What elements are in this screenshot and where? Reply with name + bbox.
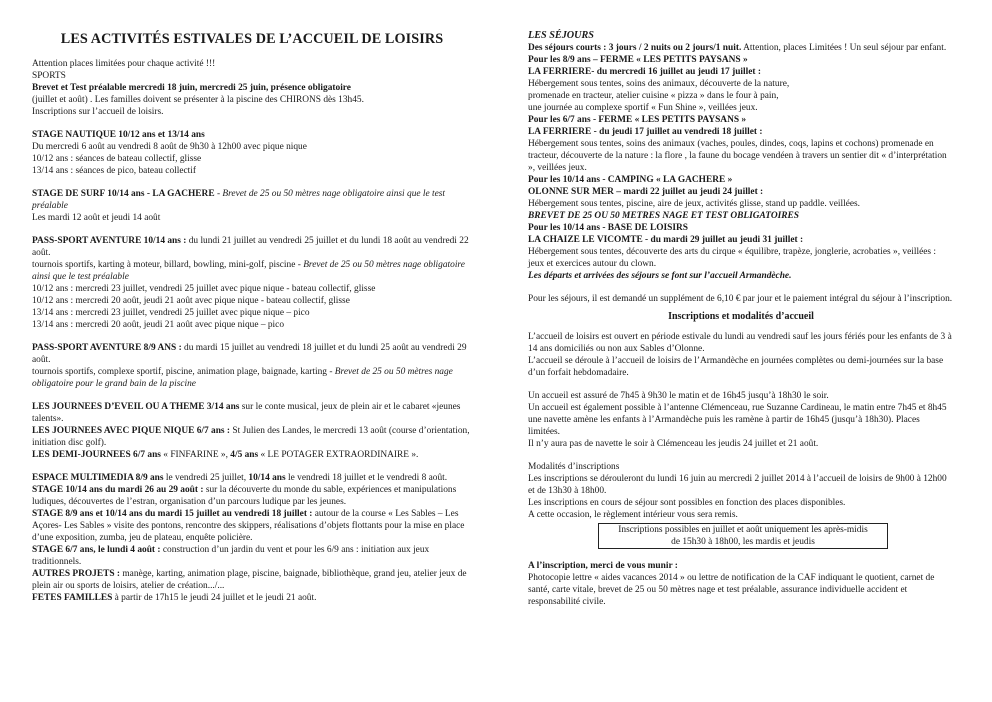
accueil-p5: Il n’y aura pas de navette le soir à Clémenceau les jeudis 24 juillet et 21 août. [528,439,819,449]
inscriptions-box [598,523,888,549]
sejour1-heading2: LA FERRIERE- du mercredi 16 juillet au jeudi 17 juillet : [528,67,761,77]
inscriptions-box-line2: de 15h30 à 18h00, les mardis et jeudis [671,537,815,547]
brevet-notice: BREVET DE 25 OU 50 METRES NAGE ET TEST OBLIGATOIRES [528,211,799,221]
left-column [32,30,472,604]
sejour3-line1: Hébergement sous tentes, piscine, aire de jeux, activités glisse, stand up paddle. veillées. [528,199,861,209]
multimedia-paragraph: ESPACE MULTIMEDIA 8/9 ans le vendredi 25 juillet, 10/14 ans le vendredi 18 juillet et le vendredi 8 août. [32,473,448,483]
sejour3-heading2: OLONNE SUR MER – mardi 22 juillet au jeudi 24 juillet : [528,187,764,197]
nautique-title: STAGE NAUTIQUE 10/12 ans et 13/14 ans [32,130,205,140]
modalites-inscriptions-reglement: A cette occasion, le règlement intérieur vous sera remis. [528,510,738,520]
sejour1-heading1: Pour les 8/9 ans – FERME « LES PETITS PAYSANS » [528,55,748,65]
departs-notice: Les départs et arrivées des séjours se font sur l’accueil Armandèche. [528,271,792,281]
modalites-inscriptions-places: Les inscriptions en cours de séjour sont possibles en fonction des places disponibles. [528,498,846,508]
autres-projets-paragraph: AUTRES PROJETS : manège, karting, animation plage, piscine, baignade, bibliothèque, grand jeu, atelier jeux de plein air ou sports de loisirs, atelier de création.../... [32,569,467,591]
right-column [528,30,954,608]
sejour2-text: Hébergement sous tentes, soins des animaux (vaches, poules, dindes, coqs, lapins et cochons) promenade en tracteur, découverte de la nature : la flore , la faune du bocage vendéen à travers un sentier dit « d’interprétation », veillées jeux. [528,139,947,173]
stage-67-paragraph: STAGE 6/7 ans, le lundi 4 août : construction d’un jardin du vent et pour les 6/9 ans : initiation aux jeux traditionnels. [32,545,430,567]
sejour4-heading2: LA CHAIZE LE VICOMTE - du mardi 29 juillet au jeudi 31 juillet : [528,235,804,245]
intro-attention: Attention places limitées pour chaque activité !!! [32,59,216,69]
intro-families: (juillet et août) . Les familles doivent se présenter à la piscine des CHIRONS dès 13h45. [32,95,364,105]
sejour2-heading1: Pour les 6/7 ans - FERME « LES PETITS PAYSANS » [528,115,747,125]
surf-paragraph: STAGE DE SURF 10/14 ans - LA GACHERE - Brevet de 25 ou 50 mètres nage obligatoire ainsi que le test préalable [32,189,446,211]
sejour2-heading2: LA FERRIERE - du jeudi 17 juillet au vendredi 18 juillet : [528,127,763,137]
sejour4-text: Hébergement sous tentes, découverte des arts du cirque « équilibre, trapèze, jonglerie, acrobaties », veillées : jeux et exercices autour du clown. [528,247,937,269]
sejour1-line2: promenade en tracteur, atelier cuisine « pizza » dans le four à pain, [528,91,779,101]
sejour1-line3: une journée au complexe sportif « Fun Shine », veillées jeux. [528,103,758,113]
sejour1-line1: Hébergement sous tentes, soins des animaux, découverte de la nature, [528,79,790,89]
inscription-munir-heading: A l’inscription, merci de vous munir : [528,561,678,571]
surf-dates: Les mardi 12 août et jeudi 14 août [32,213,161,223]
nautique-line1: Du mercredi 6 août au vendredi 8 août de 9h30 à 12h00 avec pique nique [32,142,307,152]
accueil-p4: Un accueil est également possible à l’antenne Clémenceau, rue Suzanne Cardineau, le matin entre 7h45 et 8h45 une navette amène les enfants à l’Armandèche puis les ramène à partir de 16h45 (jusqu’à 18h30). Places limitées. [528,403,947,437]
stage-1014-paragraph: STAGE 10/14 ans du mardi 26 au 29 août : sur la découverte du monde du sable, expériences et manipulations ludiques, découvertes de l’estran, organisation d’un parcours ludique par les jeunes. [32,485,457,507]
demi-journees-paragraph: LES DEMI-JOURNEES 6/7 ans « FINFARINE », 4/5 ans « LE POTAGER EXTRAORDINAIRE ». [32,450,419,460]
intro-inscriptions: Inscriptions sur l’accueil de loisirs. [32,107,164,117]
modalites-title: Inscriptions et modalités d’accueil [668,311,814,322]
inscriptions-box-line1: Inscriptions possibles en juillet et août uniquement les après-midis [618,525,868,535]
pass1014-l3: 13/14 ans : mercredi 23 juillet, vendredi 25 juillet avec pique nique – pico [32,308,310,318]
inscription-munir-text: Photocopie lettre « aides vacances 2014 » ou lettre de notification de la CAF indiquant le quotient, carnet de santé, carte vitale, brevet de 25 ou 50 mètres nage et test préalable, assurance individuelle accident et responsabilité civile. [528,573,935,607]
modalites-inscriptions-heading: Modalités d’inscriptions [528,462,620,472]
intro-sports: SPORTS [32,71,66,81]
accueil-p2: L’accueil se déroule à l’accueil de loisirs de l’Armandèche en journées complètes ou demi-journées sur la base d’un forfait hebdomadaire. [528,356,944,378]
intro-brevet [32,82,472,94]
page-title: LES ACTIVITÉS ESTIVALES DE L’ACCUEIL DE LOISIRS [60,31,444,47]
nautique-line2: 10/12 ans : séances de bateau collectif, glisse [32,154,202,164]
pass1014-l2: 10/12 ans : mercredi 20 août, jeudi 21 août avec pique nique - bateau collectif, glisse [32,296,350,306]
eveil-paragraph: LES JOURNEES D’EVEIL OU A THEME 3/14 ans sur le conte musical, jeux de plein air et le cabaret «jeunes talents». [32,402,461,424]
sejour4-heading1: Pour les 10/14 ans - BASE DE LOISIRS [528,223,689,233]
pass1014-l1: 10/12 ans : mercredi 23 juillet, vendredi 25 juillet avec pique nique - bateau collectif, glisse [32,284,376,294]
intro-brevet-bold: Brevet et Test préalable mercredi 18 juin, mercredi 25 juin, présence obligatoire [32,83,351,93]
pass89-activities: tournois sportifs, complexe sportif, piscine, animation plage, baignade, karting - Brevet de 25 ou 50 mètres nage obligatoire pour le grand bain de la piscine [32,367,453,389]
fetes-familles-paragraph: FETES FAMILLES à partir de 17h15 le jeudi 24 juillet et le jeudi 21 août. [32,593,317,603]
pass1014-activities: tournois sportifs, karting à moteur, billard, bowling, mini-golf, piscine - Brevet de 25 ou 50 mètres nage obligatoire ainsi que le test préalable [32,260,465,282]
stage-89-paragraph: STAGE 8/9 ans et 10/14 ans du mardi 15 juillet au vendredi 18 juillet : autour de la course « Les Sables – Les Açores- Les Sables » visite des pontons, rencontre des skippers, réalisations d’objets flottants pour la mise en place d’une exposition, zumba, jeu de plateau, enquête policière. [32,509,465,543]
pique-nique-paragraph: LES JOURNEES AVEC PIQUE NIQUE 6/7 ans : St Julien des Landes, le mercredi 13 août (course d’orientation, initiation disc golf). [32,426,470,448]
supplement-paragraph: Pour les séjours, il est demandé un supplément de 6,10 € par jour et le paiement intégral du séjour à l’inscription. [528,294,953,304]
sejours-courts: Des séjours courts : 3 jours / 2 nuits ou 2 jours/1 nuit. Attention, places Limitées ! Un seul séjour par enfant. [528,43,947,53]
accueil-p1: L’accueil de loisirs est ouvert en période estivale du lundi au vendredi sauf les jours fériés pour les enfants de 3 à 14 ans domiciliés ou non aux Sables d’Olonne. [528,332,952,354]
sejour3-heading1: Pour les 10/14 ans - CAMPING « LA GACHERE » [528,175,733,185]
pass89-paragraph: PASS-SPORT AVENTURE 8/9 ANS : du mardi 15 juillet au vendredi 18 juillet et du lundi 25 août au vendredi 29 août. [32,343,467,365]
nautique-line3: 13/14 ans : séances de pico, bateau collectif [32,166,196,176]
sejours-title: LES SÉJOURS [528,30,594,41]
pass1014-l4: 13/14 ans : mercredi 20 août, jeudi 21 août avec pique nique – pico [32,320,285,330]
accueil-p3: Un accueil est assuré de 7h45 à 9h30 le matin et de 16h45 jusqu’à 18h30 le soir. [528,391,829,401]
modalites-inscriptions-dates: Les inscriptions se dérouleront du lundi 16 juin au mercredi 2 juillet 2014 à l’accueil de loisirs de 9h00 à 12h00 et de 13h30 à 18h00. [528,474,947,496]
pass1014-paragraph: PASS-SPORT AVENTURE 10/14 ans : du lundi 21 juillet au vendredi 25 juillet et du lundi 18 août au vendredi 22 août. [32,236,469,258]
